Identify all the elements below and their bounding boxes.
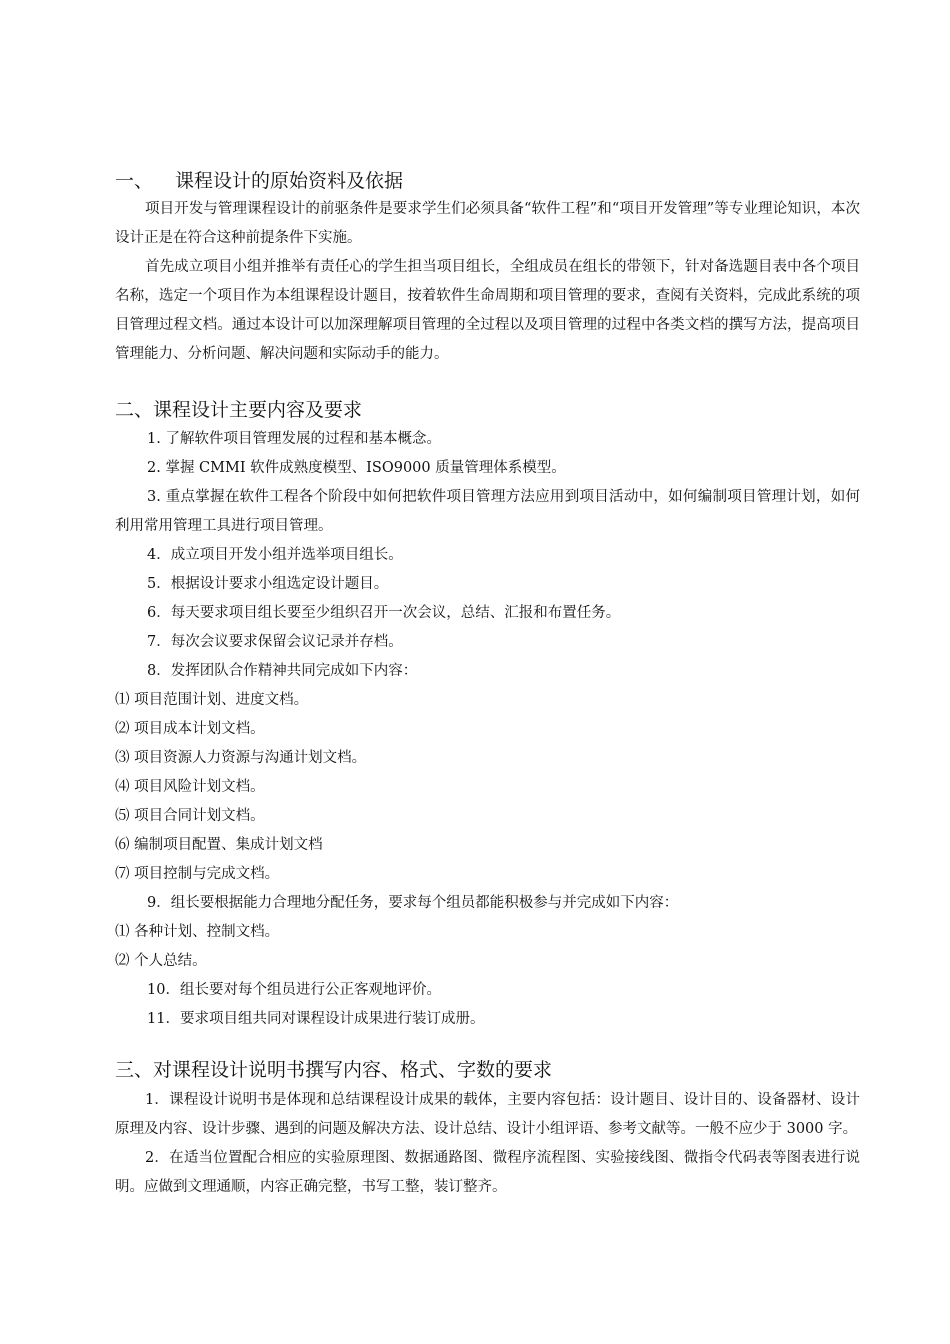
requirement-item: 1. 了解软件项目管理发展的过程和基本概念。 xyxy=(147,431,441,447)
requirement-item: 5．根据设计要求小组选定设计题目。 xyxy=(147,576,389,592)
requirement-subitem: ⑵ 个人总结。 xyxy=(115,953,207,969)
requirement-subitem: ⑴ 项目范围计划、进度文档。 xyxy=(115,692,309,708)
requirement-item: 4．成立项目开发小组并选举项目组长。 xyxy=(147,547,403,563)
requirement-subitem: ⑺ 项目控制与完成文档。 xyxy=(115,866,280,882)
section3-paragraph: 1．课程设计说明书是体现和总结课程设计成果的载体，主要内容包括：设计题目、设计目的、设备器材、设计原理及内容、设计步骤、遇到的问题及解决方法、设计总结、设计小组评语、参考文献等。一般不应少于 3000 字。 xyxy=(115,1092,860,1137)
requirement-item: 3. 重点掌握在软件工程各个阶段中如何把软件项目管理方法应用到项目活动中，如何编制项目管理计划，如何利用常用管理工具进行项目管理。 xyxy=(115,489,860,534)
requirement-subitem: ⑷ 项目风险计划文档。 xyxy=(115,779,265,795)
section1-body xyxy=(115,195,860,369)
section1-paragraph: 项目开发与管理课程设计的前驱条件是要求学生们必须具备“软件工程”和“项目开发管理”等专业理论知识，本次设计正是在符合这种前提条件下实施。 xyxy=(115,201,860,246)
requirement-item: 9．组长要根据能力合理地分配任务，要求每个组员都能积极参与并完成如下内容： xyxy=(147,895,679,911)
requirement-item: 7．每次会议要求保留会议记录并存档。 xyxy=(147,634,403,650)
section3-paragraph: 2．在适当位置配合相应的实验原理图、数据通路图、微程序流程图、实验接线图、微指令代码表等图表进行说明。应做到文理通顺，内容正确完整，书写工整，装订整齐。 xyxy=(115,1150,860,1195)
requirement-item: 2. 掌握 CMMI 软件成熟度模型、ISO9000 质量管理体系模型。 xyxy=(147,460,566,476)
requirement-subitem: ⑶ 项目资源人力资源与沟通计划文档。 xyxy=(115,750,367,766)
section3-body xyxy=(115,1086,860,1202)
requirement-item: 10．组长要对每个组员进行公正客观地评价。 xyxy=(147,982,441,998)
requirement-subitem: ⑵ 项目成本计划文档。 xyxy=(115,721,265,737)
requirement-subitem: ⑴ 各种计划、控制文档。 xyxy=(115,924,280,940)
section1-paragraph: 首先成立项目小组并推举有责任心的学生担当项目组长，全组成员在组长的带领下，针对备选题目表中各个项目名称，选定一个项目作为本组课程设计题目，按着软件生命周期和项目管理的要求，查阅有关资料，完成此系统的项目管理过程文档。通过本设计可以加深理解项目管理的全过程以及项目管理的过程中各类文档的撰写方法，提高项目管理能力、分析问题、解决问题和实际动手的能力。 xyxy=(115,259,860,362)
section1-heading-number: 一、 xyxy=(115,170,154,192)
requirement-subitem: ⑸ 项目合同计划文档。 xyxy=(115,808,265,824)
section1-heading xyxy=(115,169,403,193)
section3-heading: 三、对课程设计说明书撰写内容、格式、字数的要求 xyxy=(115,1059,553,1081)
section2-heading: 二、课程设计主要内容及要求 xyxy=(115,399,363,421)
section1-heading-text: 课程设计的原始资料及依据 xyxy=(175,170,404,192)
requirement-subitem: ⑹ 编制项目配置、集成计划文档 xyxy=(115,837,323,853)
section2-body xyxy=(115,425,860,1034)
requirement-item: 8．发挥团队合作精神共同完成如下内容： xyxy=(147,663,418,679)
requirement-item: 6．每天要求项目组长要至少组织召开一次会议，总结、汇报和布置任务。 xyxy=(147,605,621,621)
requirement-item: 11．要求项目组共同对课程设计成果进行装订成册。 xyxy=(147,1011,485,1027)
